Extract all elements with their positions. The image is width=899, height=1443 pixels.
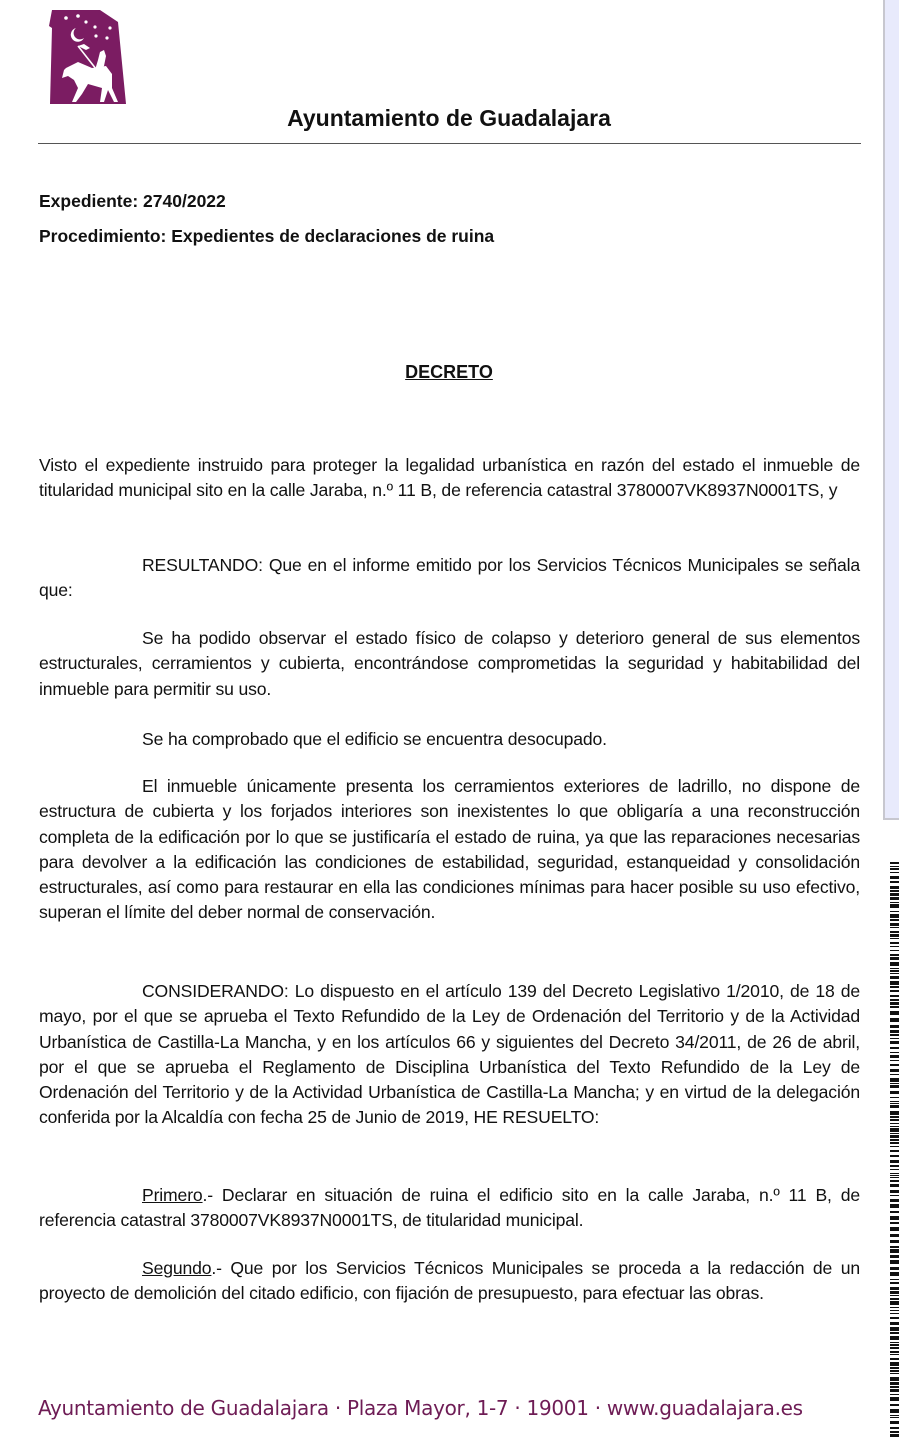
paragraph-estado-fisico-text: Se ha podido observar el estado físico de colapso y deterioro general de sus elementos estructurales, cerramientos y cubierta, encontrándose comprometidas la seguridad y habitabilidad del inmueble para permitir su uso. (39, 628, 860, 699)
barcode-bar (890, 1347, 899, 1349)
barcode-bar (890, 1417, 899, 1418)
barcode-bar (890, 911, 899, 912)
barcode-bar (890, 1204, 899, 1208)
barcode-bar (890, 1011, 899, 1015)
primero-body: .- Declarar en situación de ruina el edificio sito en la calle Jaraba, n.º 11 B, de referencia catastral 3780007VK8937N0001TS, de titularidad municipal. (39, 1185, 860, 1231)
paragraph-visto (39, 453, 860, 504)
barcode-bar (890, 1216, 899, 1220)
barcode-bar (890, 1146, 899, 1147)
barcode-bar (890, 1165, 899, 1167)
paragraph-resultando (39, 553, 860, 604)
barcode-bar (890, 1111, 899, 1115)
barcode-bar (890, 914, 899, 918)
barcode-bars (890, 862, 899, 1437)
barcode-bar (890, 893, 899, 896)
barcode-bar (890, 995, 899, 997)
barcode-bar (890, 1091, 899, 1094)
barcode-bar (890, 1097, 899, 1098)
primero-label: Primero (142, 1185, 203, 1205)
barcode-bar (890, 890, 899, 892)
barcode-bar (890, 1367, 899, 1369)
barcode-bar (890, 1199, 899, 1202)
barcode-bar (890, 950, 899, 951)
barcode-bar (890, 876, 899, 879)
barcode-bar (890, 1180, 899, 1182)
barcode-bar (890, 1295, 899, 1296)
barcode-bar (890, 942, 899, 944)
barcode-bar (890, 1358, 899, 1360)
barcode-bar (890, 1123, 899, 1124)
paragraph-considerando (39, 979, 860, 1131)
barcode-bar (890, 1377, 899, 1381)
barcode-bar (890, 934, 899, 937)
barcode-bar (890, 1133, 899, 1134)
footer-address: Ayuntamiento de Guadalajara · Plaza Mayor, 1-7 · 19001 · www.guadalajara.es (38, 1396, 803, 1420)
barcode-bar (890, 931, 899, 933)
guadalajara-coat-of-arms-icon (48, 4, 130, 106)
barcode-bar (890, 1434, 899, 1437)
vertical-barcode-icon (890, 862, 899, 1437)
barcode-bar (890, 957, 899, 960)
barcode-bar (890, 927, 899, 928)
paragraph-primero-text (39, 1183, 860, 1234)
barcode-bar (890, 1397, 899, 1401)
barcode-bar (890, 1313, 899, 1314)
barcode-bar (890, 1362, 899, 1366)
barcode-bar (890, 868, 899, 870)
paragraph-visto-text: Visto el expediente instruido para proteger la legalidad urbanística en razón del estado el inmueble de titularidad municipal sito en la calle Jaraba, n.º 11 B, de referencia catastral 3780007VK8937N0001TS, y (39, 455, 860, 501)
barcode-bar (890, 973, 899, 974)
barcode-bar (890, 923, 899, 926)
barcode-bar (890, 1386, 899, 1388)
barcode-bar (890, 1173, 899, 1174)
barcode-bar (890, 1421, 899, 1424)
barcode-bar (890, 1060, 899, 1061)
barcode-bar (890, 1175, 899, 1176)
barcode-bar (890, 986, 899, 988)
barcode-bar (890, 1342, 899, 1343)
document-heading: DECRETO (405, 362, 493, 382)
barcode-bar (890, 1394, 899, 1395)
barcode-bar (890, 1139, 899, 1141)
barcode-bar (890, 1184, 899, 1187)
barcode-bar (890, 1255, 899, 1258)
barcode-bar (890, 946, 899, 947)
barcode-bar (890, 1116, 899, 1118)
barcode-bar (890, 968, 899, 969)
barcode-bar (890, 1083, 899, 1084)
barcode-bar (890, 1025, 899, 1028)
barcode-bar (890, 1431, 899, 1433)
barcode-bar (890, 1074, 899, 1075)
barcode-bar (890, 866, 899, 867)
barcode-bar (890, 981, 899, 985)
paragraph-inmueble-text: El inmueble únicamente presenta los cerramientos exteriores de ladrillo, no dispone de estructura de cubierta y los forjados interiores son inexistentes lo que obligaría a una reconstrucción completa de la edificación por lo que se justificaría el estado de ruina, ya que las reparaciones necesarias para devolver a la edificación las condiciones de estabilidad, seguridad, estanqueidad y consolidación estructurales, así como para restaurar en ella las condiciones mínimas para hacer posible su uso efectivo, superan el límite del deber normal de conservación. (39, 776, 860, 923)
barcode-bar (890, 1260, 899, 1264)
barcode-bar (890, 1409, 899, 1413)
paragraph-considerando-text: CONSIDERANDO: Lo dispuesto en el artículo 139 del Decreto Legislativo 1/2010, de 18 de mayo, por el que se aprueba el Texto Refundido de la Ley de Ordenación del Territorio y de la Actividad Urbanística de Castilla-La Mancha, y en los artículos 66 y siguientes del Decreto 34/2011, de 26 de abril, por el que se aprueba el Reglamento de Disciplina Urbanística del Texto Refundido de la Ley de Ordenación del Territorio y de la Actividad Urbanística de Castilla-La Mancha; y en virtud de la delegación conferida por la Alcaldía con fecha 25 de Junio de 2019, HE RESUELTO: (39, 981, 860, 1128)
barcode-bar (890, 897, 899, 900)
barcode-bar (890, 1034, 899, 1036)
barcode-bar (890, 1370, 899, 1372)
barcode-bar (890, 1047, 899, 1049)
barcode-bar (890, 1227, 899, 1231)
barcode-bar (890, 1373, 899, 1374)
barcode-bar (890, 1006, 899, 1008)
barcode-bar (890, 1246, 899, 1248)
barcode-bar (890, 954, 899, 956)
barcode-bar (890, 999, 899, 1001)
barcode-bar (890, 1119, 899, 1121)
barcode-bar (890, 1135, 899, 1138)
segundo-body: .- Que por los Servicios Técnicos Municipales se proceda a la redacción de un proyecto de demolición del citado edificio, con fijación de presupuesto, para efectuar las obras. (39, 1258, 860, 1304)
paragraph-estado-fisico (39, 626, 860, 702)
paragraph-inmueble (39, 774, 860, 926)
barcode-bar (890, 1240, 899, 1243)
barcode-bar (890, 1222, 899, 1224)
barcode-bar (890, 1018, 899, 1022)
barcode-bar (890, 872, 899, 873)
barcode-bar (890, 1150, 899, 1152)
segundo-label: Segundo (142, 1258, 212, 1278)
barcode-bar (890, 938, 899, 939)
barcode-bar (890, 1234, 899, 1237)
barcode-bar (890, 1310, 899, 1311)
barcode-bar (890, 862, 899, 864)
paragraph-desocupado-text: Se ha comprobado que el edificio se encuentra desocupado. (142, 729, 607, 749)
barcode-bar (890, 962, 899, 966)
barcode-bar (890, 1282, 899, 1284)
barcode-bar (890, 904, 899, 908)
barcode-bar (890, 1382, 899, 1385)
barcode-bar (890, 1069, 899, 1072)
barcode-bar (890, 1332, 899, 1334)
barcode-bar (890, 1128, 899, 1132)
barcode-bar (890, 1105, 899, 1108)
barcode-bar (890, 1317, 899, 1319)
barcode-bar (890, 1427, 899, 1429)
barcode-bar (890, 1279, 899, 1280)
barcode-bar (890, 1103, 899, 1104)
procedimiento-label: Procedimiento: Expedientes de declaraciones de ruina (39, 226, 495, 246)
barcode-bar (890, 1354, 899, 1355)
barcode-bar (890, 1041, 899, 1044)
barcode-bar (890, 1415, 899, 1416)
barcode-bar (890, 1038, 899, 1039)
barcode-bar (890, 1064, 899, 1066)
barcode-bar (890, 1301, 899, 1305)
paragraph-segundo-text (39, 1256, 860, 1307)
barcode-bar (890, 1002, 899, 1005)
barcode-bar (890, 1055, 899, 1058)
barcode-bar (890, 1267, 899, 1270)
barcode-bar (890, 1404, 899, 1406)
barcode-bar (890, 1211, 899, 1213)
barcode-bar (890, 1030, 899, 1033)
barcode-bar (890, 976, 899, 979)
barcode-bar (890, 990, 899, 992)
barcode-bar (890, 1177, 899, 1178)
barcode-bar (890, 970, 899, 972)
barcode-bar (890, 1078, 899, 1082)
barcode-bar (890, 1195, 899, 1196)
barcode-bar (890, 1101, 899, 1102)
paragraph-resultando-text: RESULTANDO: Que en el informe emitido por los Servicios Técnicos Municipales se señala que: (39, 555, 860, 601)
barcode-bar (890, 1249, 899, 1253)
barcode-bar (890, 1287, 899, 1290)
barcode-bar (890, 1298, 899, 1300)
side-panel (883, 0, 899, 820)
barcode-bar (890, 881, 899, 883)
barcode-bar (890, 1190, 899, 1193)
barcode-bar (890, 1389, 899, 1392)
barcode-bar (890, 1160, 899, 1163)
barcode-bar (890, 1322, 899, 1325)
barcode-bar (890, 886, 899, 889)
organization-title: Ayuntamiento de Guadalajara (287, 105, 611, 131)
barcode-bar (890, 1085, 899, 1088)
barcode-bar (890, 1327, 899, 1331)
barcode-bar (890, 1291, 899, 1294)
barcode-bar (890, 1336, 899, 1340)
header-divider (38, 143, 861, 144)
paragraph-desocupado (39, 727, 860, 752)
paragraph-primero (39, 1183, 860, 1234)
barcode-bar (890, 1351, 899, 1353)
paragraph-segundo (39, 1256, 860, 1307)
barcode-bar (890, 902, 899, 903)
barcode-bar (890, 1272, 899, 1276)
barcode-bar (890, 1126, 899, 1127)
expediente-label: Expediente: 2740/2022 (39, 191, 226, 211)
barcode-bar (890, 1155, 899, 1157)
barcode-bar (890, 1344, 899, 1346)
barcode-bar (890, 1052, 899, 1053)
barcode-bar (890, 1169, 899, 1170)
barcode-bar (890, 919, 899, 921)
barcode-bar (890, 1142, 899, 1144)
barcode-bar (890, 1307, 899, 1308)
